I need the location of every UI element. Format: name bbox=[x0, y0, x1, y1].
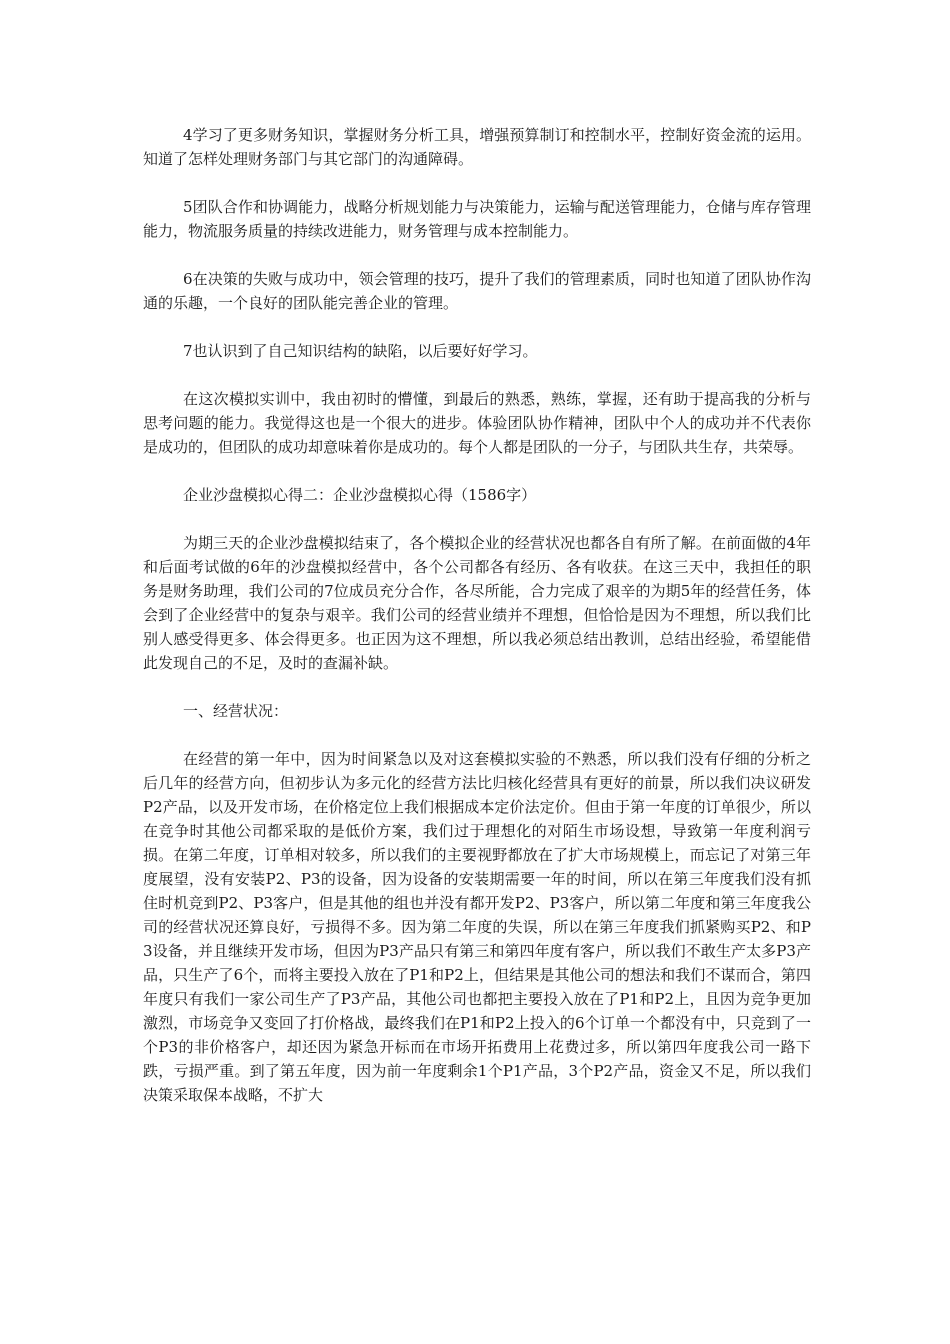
paragraph-operations-detail: 在经营的第一年中，因为时间紧急以及对这套模拟实验的不熟悉，所以我们没有仔细的分析之后几年的经营方向，但初步认为多元化的经营方法比归核化经营具有更好的前景，所以我们决议研发P2产品，以及开发市场，在价格定位上我们根据成本定价法定价。但由于第一年度的订单很少，所以在竞争时其他公司都采取的是低价方案，我们过于理想化的对陌生市场设想，导致第一年度利润亏损。在第二年度，订单相对较多，所以我们的主要视野都放在了扩大市场规模上，而忘记了对第三年度展望，没有安装P2、P3的设备，因为设备的安装期需要一年的时间，所以在第三年度我们没有抓住时机竞到P2、P3客户，但是其他的组也并没有都开发P2、P3客户，所以第二年度和第三年度我公司的经营状况还算良好，亏损得不多。因为第二年度的失误，所以在第三年度我们抓紧购买P2、和P3设备，并且继续开发市场，但因为P3产品只有第三和第四年度有客户，所以我们不敢生产太多P3产品，只生产了6个，而将主要投入放在了P1和P2上，但结果是其他公司的想法和我们不谋而合，第四年度只有我们一家公司生产了P3产品，其他公司也都把主要投入放在了P1和P2上，且因为竞争更加激烈，市场竞争又变回了打价格战，最终我们在P1和P2上投入的6个订单一个都没有中，只竞到了一个P3的非价格客户，却还因为紧急开标而在市场开拓费用上花费过多，所以第四年度我公司一路下跌，亏损严重。到了第五年度，因为前一年度剩余1个P1产品，3个P2产品，资金又不足，所以我们决策采取保本战略，不扩大 bbox=[143, 750, 811, 1104]
paragraph-item-5: 5团队合作和协调能力，战略分析规划能力与决策能力，运输与配送管理能力，仓储与库存管理能力，物流服务质量的持续改进能力，财务管理与成本控制能力。 bbox=[143, 198, 811, 240]
document-page bbox=[143, 123, 811, 1107]
paragraph-item-4: 4学习了更多财务知识，掌握财务分析工具，增强预算制订和控制水平，控制好资金流的运用。知道了怎样处理财务部门与其它部门的沟通障碍。 bbox=[143, 126, 811, 168]
paragraph-intro: 为期三天的企业沙盘模拟结束了，各个模拟企业的经营状况也都各自有所了解。在前面做的4年和后面考试做的6年的沙盘模拟经营中，各个公司都各有经历、各有收获。在这三天中，我担任的职务是财务助理，我们公司的7位成员充分合作，各尽所能，合力完成了艰辛的为期5年的经营任务，体会到了企业经营中的复杂与艰辛。我们公司的经营业绩并不理想，但恰恰是因为不理想，所以我们比别人感受得更多、体会得更多。也正因为这不理想，所以我必须总结出教训，总结出经验，希望能借此发现自己的不足，及时的查漏补缺。 bbox=[143, 534, 811, 672]
section-heading-operations: 一、经营状况： bbox=[183, 702, 289, 720]
paragraph-item-6: 6在决策的失败与成功中，领会管理的技巧，提升了我们的管理素质，同时也知道了团队协作沟通的乐趣，一个良好的团队能完善企业的管理。 bbox=[143, 270, 811, 312]
section-heading-experience-two: 企业沙盘模拟心得二：企业沙盘模拟心得（1586字） bbox=[183, 486, 537, 504]
paragraph-training-summary: 在这次模拟实训中，我由初时的懵懂，到最后的熟悉，熟练，掌握，还有助于提高我的分析与思考问题的能力。我觉得这也是一个很大的进步。体验团队协作精神，团队中个人的成功并不代表你是成功的，但团队的成功却意味着你是成功的。每个人都是团队的一分子，与团队共生存，共荣辱。 bbox=[143, 390, 811, 456]
paragraph-item-7: 7也认识到了自己知识结构的缺陷，以后要好好学习。 bbox=[183, 342, 538, 360]
